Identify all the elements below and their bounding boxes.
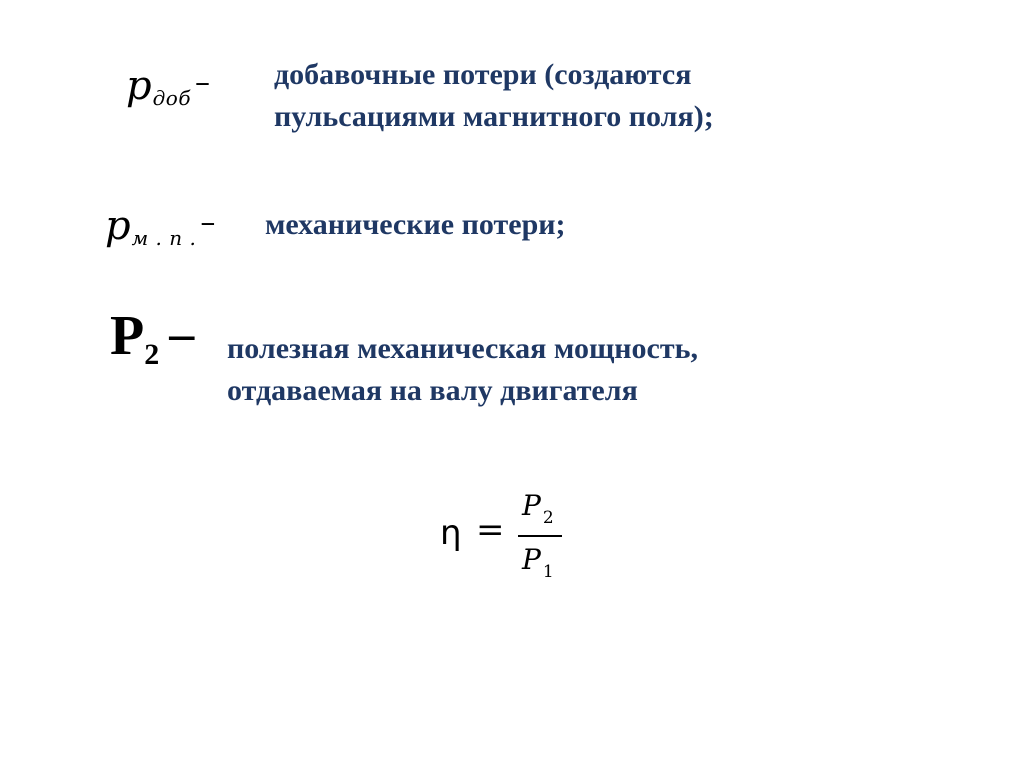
dash: –	[195, 65, 211, 100]
description-useful-power	[227, 328, 698, 412]
symbol-p2	[110, 305, 195, 371]
description-mechanical-losses	[265, 204, 566, 246]
denominator-subscript: 1	[542, 562, 554, 582]
dash: –	[200, 205, 216, 240]
description-line: добавочные потери (создаются	[274, 58, 692, 91]
denominator-symbol: P	[522, 543, 541, 576]
symbol-subscript: доб	[152, 86, 192, 110]
symbol-p-mp	[105, 203, 216, 250]
fraction-denominator	[522, 543, 554, 582]
numerator-symbol: P	[522, 489, 541, 522]
efficiency-formula	[440, 480, 580, 590]
eta-symbol: η	[440, 513, 462, 553]
description-additional-losses	[274, 54, 714, 138]
dash: –	[169, 305, 195, 361]
description-line: пульсациями магнитного поля);	[274, 100, 714, 133]
symbol-subscript: м . п .	[131, 226, 197, 250]
numerator-subscript: 2	[542, 508, 554, 528]
description-line: отдаваемая на валу двигателя	[227, 374, 638, 407]
symbol-subscript: 2	[144, 338, 160, 371]
symbol-p-dob	[126, 63, 211, 110]
description-line: полезная механическая мощность,	[227, 332, 698, 365]
fraction-numerator	[522, 489, 554, 528]
symbol-base: p	[126, 63, 152, 109]
equals-sign: =	[476, 510, 505, 550]
symbol-base: P	[110, 305, 145, 367]
description-line: механические потери;	[265, 208, 566, 241]
fraction-bar	[518, 535, 562, 537]
symbol-base: p	[105, 203, 131, 249]
